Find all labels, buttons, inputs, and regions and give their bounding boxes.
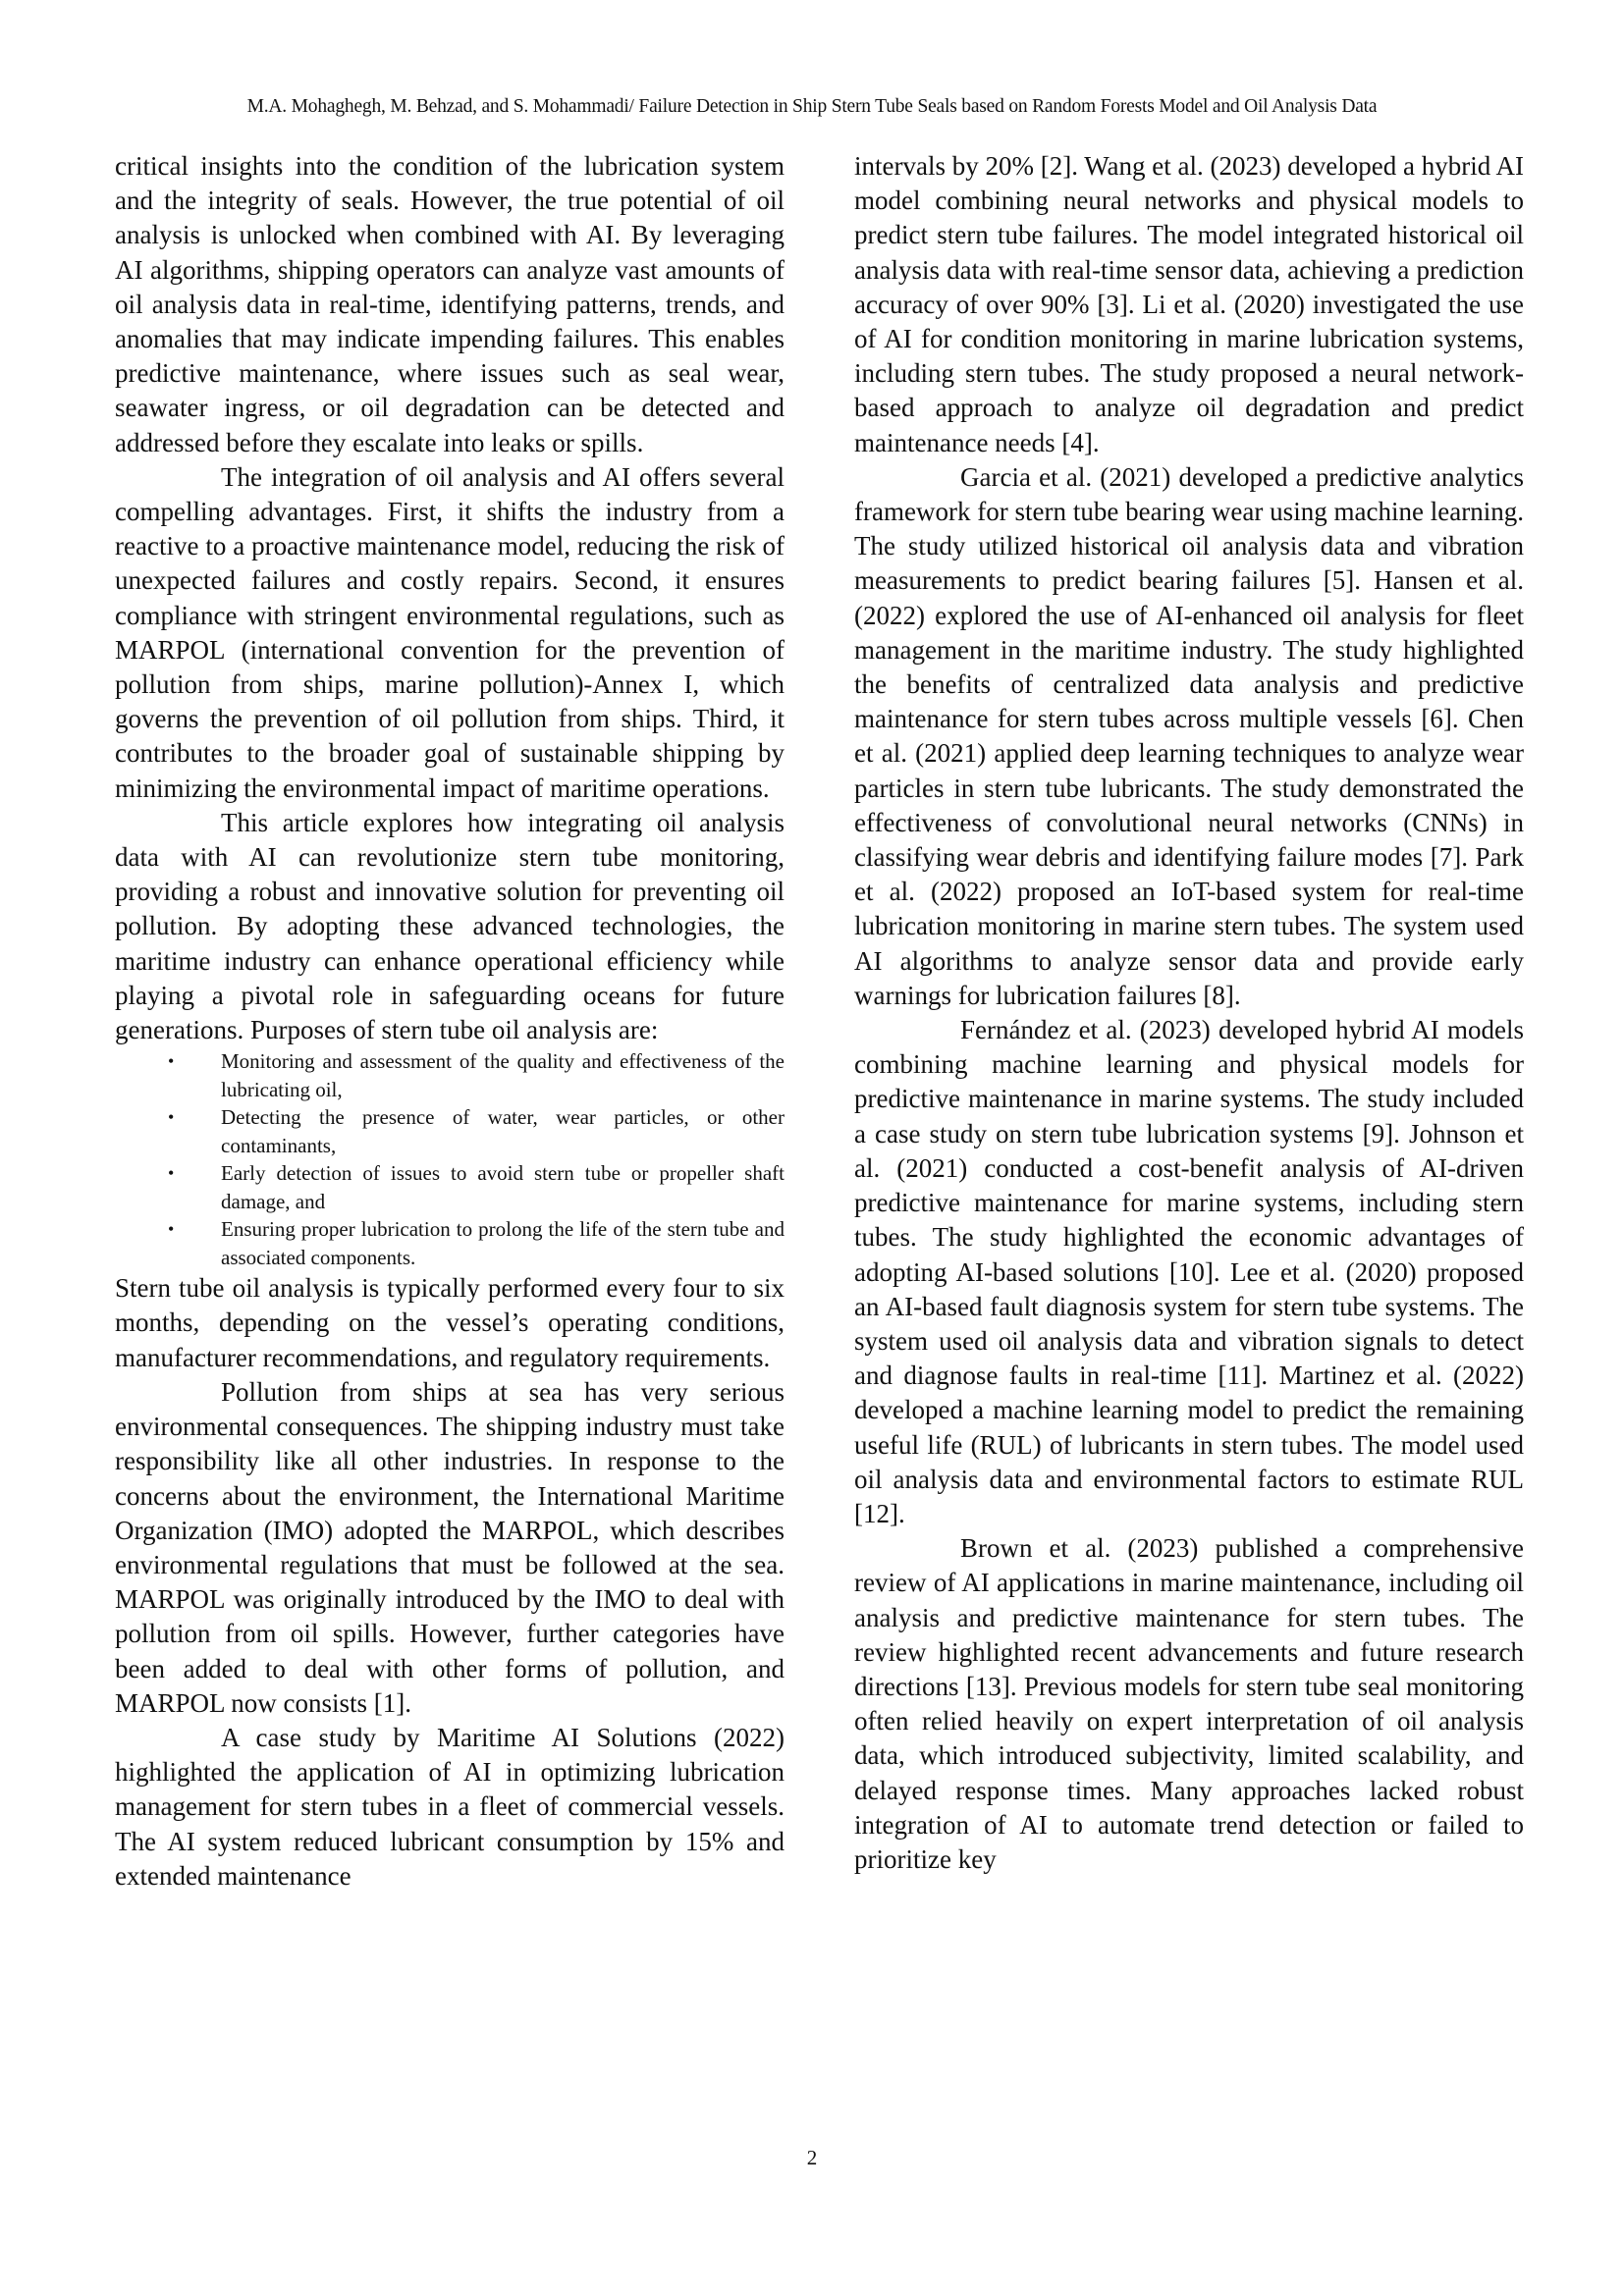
paragraph: critical insights into the condition of the lubrication system and the integrity of seals. However, the true potential of oil analysis is unlocked when combined with AI. By leveraging AI algorithms, shipping operators can analyze vast amounts of oil analysis data in real-time, identifying patterns, trends, and anomalies that may indicate impending failures. This enables predictive maintenance, where issues such as seal wear, seawater ingress, or oil degradation can be detected and addressed before they escalate into leaks or spills. bbox=[115, 151, 785, 457]
list-item bbox=[115, 1047, 785, 1103]
running-header: M.A. Mohaghegh, M. Behzad, and S. Mohammadi/ Failure Detection in Ship Stern Tube Seals based on Random Forests Model and Oil Analysis Data bbox=[246, 96, 1378, 117]
list-item-text: Monitoring and assessment of the quality and effectiveness of the lubricating oil, bbox=[221, 1049, 785, 1101]
paragraph: The integration of oil analysis and AI offers several compelling advantages. First, it shifts the industry from a reactive to a proactive maintenance model, reducing the risk of unexpected failures and costly repairs. Second, it ensures compliance with stringent environmental regulations, such as MARPOL (international convention for the prevention of pollution from ships, marine pollution)-Annex I, which governs the prevention of oil pollution from ships. Third, it contributes to the broader goal of sustainable shipping by minimizing the environmental impact of maritime operations. bbox=[115, 461, 785, 803]
paragraph: This article explores how integrating oil analysis data with AI can revolutionize stern tube monitoring, providing a robust and innovative solution for preventing oil pollution. By adopting these advanced technologies, the maritime industry can enhance operational efficiency while playing a pivotal role in safeguarding oceans for future generations. Purposes of stern tube oil analysis are: bbox=[115, 807, 785, 1045]
list-item bbox=[115, 1215, 785, 1271]
paragraph: intervals by 20% [2]. Wang et al. (2023) developed a hybrid AI model combining neural networks and physical models to predict stern tube failures. The model integrated historical oil analysis data with real-time sensor data, achieving a prediction accuracy of over 90% [3]. Li et al. (2020) investigated the use of AI for condition monitoring in marine lubrication systems, including stern tubes. The study proposed a neural network-based approach to analyze oil degradation and predict maintenance needs [4]. bbox=[854, 151, 1524, 457]
paragraph: Fernández et al. (2023) developed hybrid AI models combining machine learning and physical models for predictive maintenance in marine systems. The study included a case study on stern tube lubrication systems [9]. Johnson et al. (2021) conducted a cost-benefit analysis of AI-driven predictive maintenance for marine systems, including stern tubes. The study highlighted the economic advantages of adopting AI-based solutions [10]. Lee et al. (2020) proposed an AI-based fault diagnosis system for stern tube systems. The system used oil analysis data and vibration signals to detect and diagnose faults in real-time [11]. Martinez et al. (2022) developed a machine learning model to predict the remaining useful life (RUL) of lubricants in stern tubes. The model used oil analysis data and environmental factors to estimate RUL [12]. bbox=[854, 1015, 1524, 1528]
list-item bbox=[115, 1103, 785, 1159]
left-column bbox=[115, 149, 785, 1894]
bullet-icon: • bbox=[168, 1107, 175, 1128]
bullet-icon: • bbox=[168, 1163, 175, 1184]
bullet-icon: • bbox=[168, 1219, 175, 1240]
paragraph: Pollution from ships at sea has very serious environmental consequences. The shipping industry must take responsibility like all other industries. In response to the concerns about the environment, the International Maritime Organization (IMO) adopted the MARPOL, which describes environmental regulations that must be followed at the sea. MARPOL was originally introduced by the IMO to deal with pollution from oil spills. However, further categories have been added to deal with other forms of pollution, and MARPOL now consists [1]. bbox=[115, 1376, 785, 1718]
bullet-icon: • bbox=[168, 1051, 175, 1072]
paragraph: A case study by Maritime AI Solutions (2022) highlighted the application of AI in optimizing lubrication management for stern tubes in a fleet of commercial vessels. The AI system reduced lubricant consumption by 15% and extended maintenance bbox=[115, 1722, 785, 1891]
list-item-text: Early detection of issues to avoid stern tube or propeller shaft damage, and bbox=[221, 1161, 785, 1213]
paragraph: Garcia et al. (2021) developed a predictive analytics framework for stern tube bearing wear using machine learning. The study utilized historical oil analysis data and vibration measurements to predict bearing failures [5]. Hansen et al. (2022) explored the use of AI-enhanced oil analysis for fleet management in the maritime industry. The study highlighted the benefits of centralized data analysis and predictive maintenance for stern tubes across multiple vessels [6]. Chen et al. (2021) applied deep learning techniques to analyze wear particles in stern tube lubricants. The study demonstrated the effectiveness of convolutional neural networks (CNNs) in classifying wear debris and identifying failure modes [7]. Park et al. (2022) proposed an IoT-based system for real-time lubrication monitoring in marine stern tubes. The system used AI algorithms to analyze sensor data and provide early warnings for lubrication failures [8]. bbox=[854, 461, 1524, 1010]
paragraph: Stern tube oil analysis is typically performed every four to six months, depending on the vessel’s operating conditions, manufacturer recommendations, and regulatory requirements. bbox=[115, 1273, 785, 1372]
paragraph: Brown et al. (2023) published a comprehensive review of AI applications in marine maintenance, including oil analysis and predictive maintenance for stern tubes. The review highlighted recent advancements and future research directions [13]. Previous models for stern tube seal monitoring often relied heavily on expert interpretation of oil analysis data, which introduced subjectivity, limited scalability, and delayed response times. Many approaches lacked robust integration of AI to automate trend detection or failed to prioritize key bbox=[854, 1533, 1524, 1874]
list-item-text: Detecting the presence of water, wear particles, or other contaminants, bbox=[221, 1105, 785, 1157]
list-item-text: Ensuring proper lubrication to prolong the life of the stern tube and associated components. bbox=[221, 1217, 785, 1269]
purposes-list bbox=[115, 1047, 785, 1271]
page-number: 2 bbox=[806, 2146, 818, 2169]
right-column bbox=[854, 149, 1524, 1877]
list-item bbox=[115, 1159, 785, 1215]
